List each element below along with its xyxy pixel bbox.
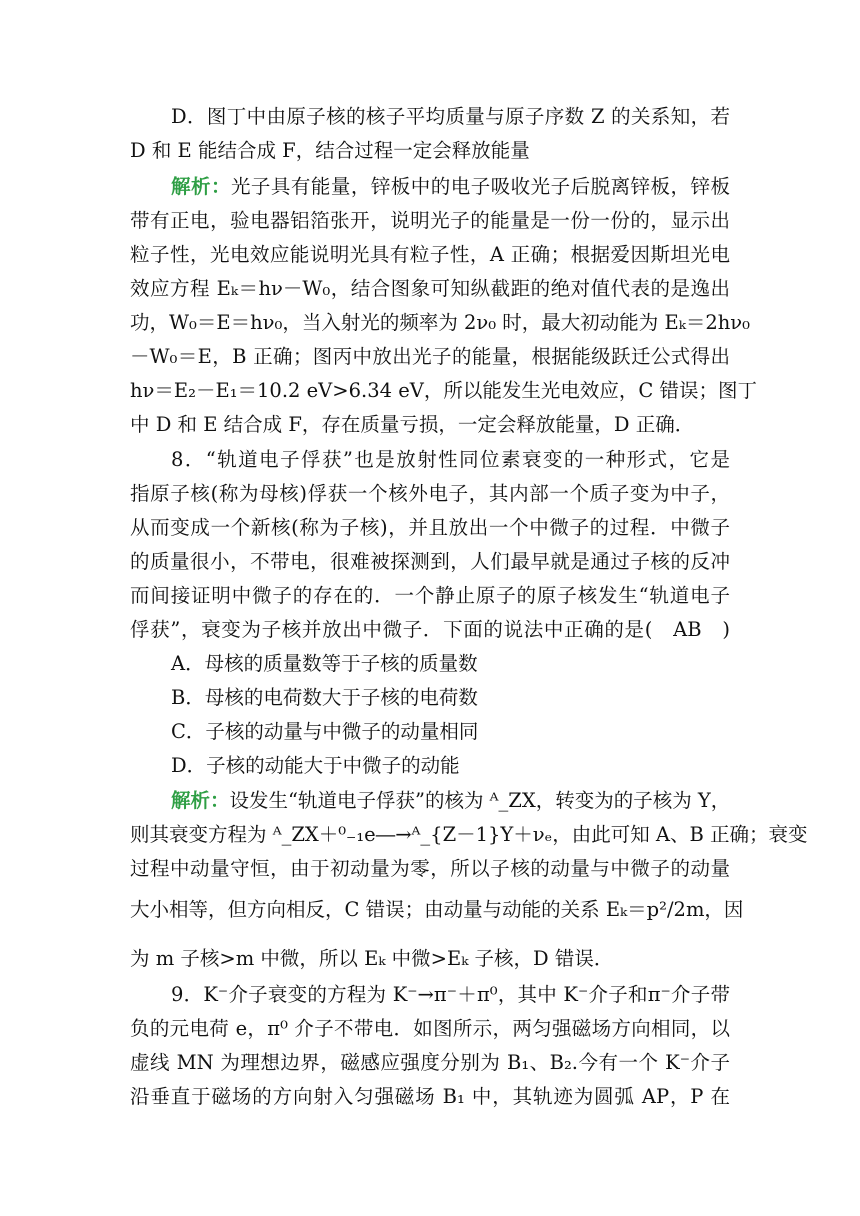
option-c: C．子核的动量与中微子的动量相同 <box>171 720 479 743</box>
analysis-1-line-6: －W₀＝E，B 正确；图丙中放出光子的能量，根据能级跃迁公式得出 <box>130 345 730 368</box>
question-8-line-3: 从而变成一个新核(称为子核)，并且放出一个中微子的过程．中微子 <box>130 516 730 539</box>
analysis-2-line-1 <box>171 784 730 817</box>
analysis-2-line-4: 大小相等，但方向相反，C 错误；由动量与动能的关系 Eₖ＝p²/2m，因 <box>130 898 744 921</box>
option-d-line-2: D 和 E 能结合成 F，结合过程一定会释放能量 <box>130 139 530 162</box>
question-9-line-1: 9．K⁻介子衰变的方程为 K⁻→π⁻＋π⁰，其中 K⁻介子和π⁻介子带 <box>171 983 730 1006</box>
question-9-line-4: 沿垂直于磁场的方向射入匀强磁场 B₁ 中，其轨迹为圆弧 AP，P 在 <box>130 1085 730 1108</box>
option-a: A．母核的质量数等于子核的质量数 <box>171 652 478 675</box>
analysis-text: 设发生“轨道电子俘获”的核为 ᴬ_ZX，转变为的子核为 Y， <box>229 789 731 812</box>
option-d-line-1: D．图丁中由原子核的核子平均质量与原子序数 Z 的关系知，若 <box>171 105 730 128</box>
analysis-1-line-7: hν＝E₂－E₁＝10.2 eV>6.34 eV，所以能发生光电效应，C 错误；图丁 <box>130 379 757 402</box>
analysis-label: 解析： <box>171 175 231 198</box>
question-8-line-1: 8．“轨道电子俘获”也是放射性同位素衰变的一种形式，它是 <box>171 448 730 471</box>
analysis-label: 解析： <box>171 789 230 812</box>
question-8-line-5: 而间接证明中微子的存在的．一个静止原子的原子核发生“轨道电子 <box>130 584 730 607</box>
analysis-1-line-5: 功，W₀＝E＝hν₀，当入射光的频率为 2ν₀ 时，最大初动能为 Eₖ＝2hν₀ <box>130 311 750 334</box>
analysis-text: 光子具有能量，锌板中的电子吸收光子后脱离锌板，锌板 <box>230 175 730 198</box>
question-8-line-2: 指原子核(称为母核)俘获一个核外电子，其内部一个质子变为中子， <box>130 482 730 505</box>
question-8-line-6: 俘获”，衰变为子核并放出中微子．下面的说法中正确的是( AB ) <box>130 618 730 641</box>
question-9-line-2: 负的元电荷 e，π⁰ 介子不带电．如图所示，两匀强磁场方向相同，以 <box>130 1017 730 1040</box>
question-8-line-4: 的质量很小，不带电，很难被探测到，人们最早就是通过子核的反冲 <box>130 550 730 573</box>
analysis-1-line-2: 带有正电，验电器铝箔张开，说明光子的能量是一份一份的，显示出 <box>130 209 730 232</box>
option-d: D．子核的动能大于中微子的动能 <box>171 754 460 777</box>
analysis-1-line-4: 效应方程 Eₖ＝hν－W₀，结合图象可知纵截距的绝对值代表的是逸出 <box>130 277 730 300</box>
analysis-2-line-3: 过程中动量守恒，由于初动量为零，所以子核的动量与中微子的动量 <box>130 857 730 880</box>
analysis-2-line-5: 为 m 子核>m 中微，所以 Eₖ 中微>Eₖ 子核，D 错误． <box>130 947 614 970</box>
analysis-1-line-1 <box>171 170 730 203</box>
analysis-1-line-8: 中 D 和 E 结合成 F，存在质量亏损，一定会释放能量，D 正确． <box>130 413 695 436</box>
question-9-line-3: 虚线 MN 为理想边界，磁感应强度分别为 B₁、B₂.今有一个 K⁻介子 <box>130 1051 730 1074</box>
analysis-2-line-2: 则其衰变方程为 ᴬ_ZX＋⁰₋₁e―→ᴬ_{Z－1}Y＋νₑ，由此可知 A、B 正确；衰变 <box>130 823 808 846</box>
option-b: B．母核的电荷数大于子核的电荷数 <box>171 686 478 709</box>
analysis-1-line-3: 粒子性，光电效应能说明光具有粒子性，A 正确；根据爱因斯坦光电 <box>130 243 730 266</box>
